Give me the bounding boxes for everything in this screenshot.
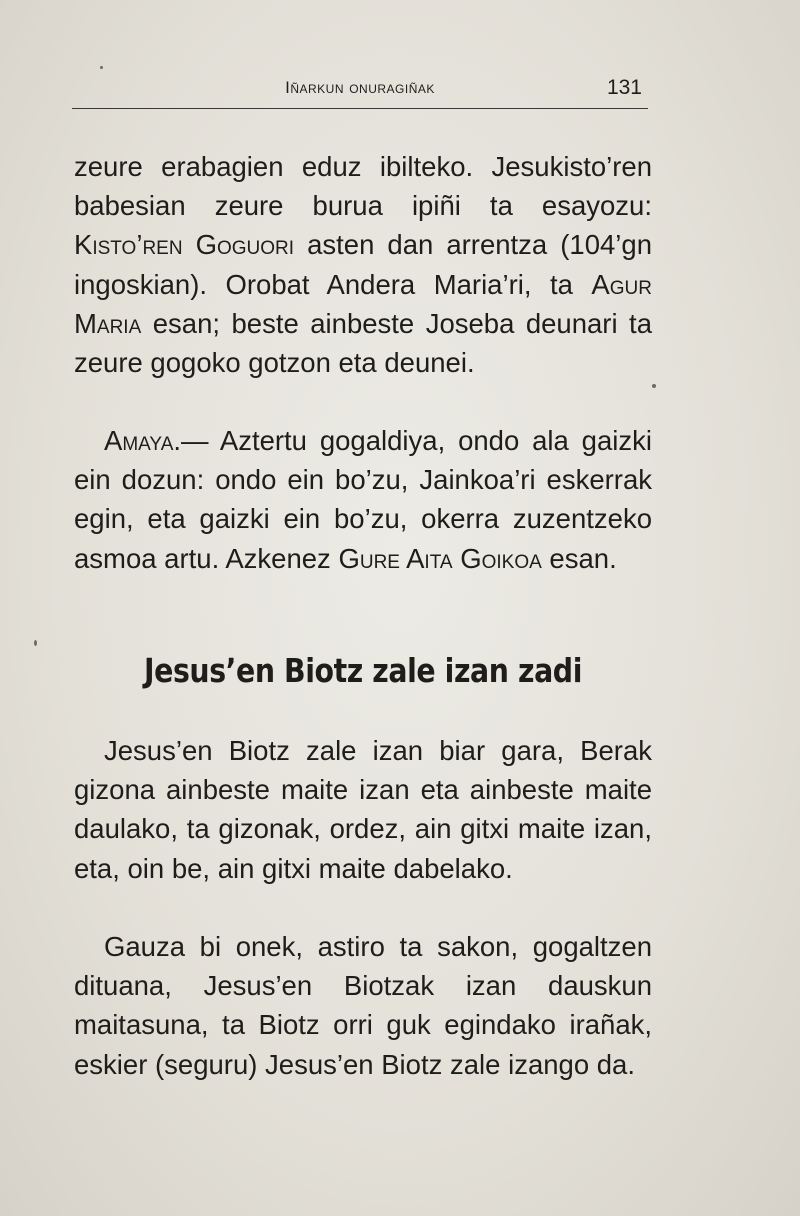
paragraph-3-text: Jesus’en Biotz zale izan biar gara, Berak gizona ainbeste maite izan eta ainbeste maite daulako, ta gizonak, ordez, ain gitxi maite izan, eta, oin be, ain gitxi maite dabelako.: [74, 735, 652, 884]
section-heading: Jesus’en Biotz zale izan zadi: [144, 651, 582, 690]
page-number: 131: [606, 76, 642, 99]
prayer-title-gure-aita-goikoa: Gure Aita Goikoa: [338, 542, 542, 574]
paragraph-4-text: Gauza bi onek, astiro ta sakon, gogaltzen dituana, Jesus’en Biotzak izan dauskun maitasuna, ta Biotz orri guk egindako irañak, eskier (seguru) Jesus’en Biotz zale izango da.: [74, 931, 652, 1080]
paper-speck: [100, 66, 103, 69]
paragraph-1: [74, 147, 652, 382]
paper-speck: [652, 384, 656, 388]
paragraph-2: [74, 421, 652, 578]
paragraph-2-text-a: — Aztertu gogaldiya, ondo ala gaizki ein dozun: ondo ein bo’zu, Jainkoa’ri eskerrak egin, eta gaizki ein bo’zu, okerra zuzentzeko asmoa artu. Azkenez: [74, 425, 652, 574]
running-title: Iñarkun onuragiñak: [285, 78, 435, 97]
paragraph-2-text-b: esan.: [541, 542, 617, 574]
paragraph-1-text-a: zeure erabagien eduz ibilteko. Jesukisto’ren babesian zeure burua ipiñi ta esayozu:: [74, 151, 652, 222]
paragraph-1-text-b: asten dan arrentza (104’gn ingoskian). Orobat Andera Maria’ri, ta: [74, 229, 653, 300]
paragraph-3: [74, 731, 652, 888]
paragraph-4: [74, 927, 652, 1084]
paragraph-1-text-c: esan; beste ainbeste Joseba deunari ta zeure gogoko gotzon eta deunei.: [74, 307, 652, 379]
paper-speck: [34, 640, 37, 646]
running-header: [72, 74, 648, 109]
prayer-title-agur-maria: Agur Maria: [74, 268, 652, 339]
amaya-label: Amaya.: [104, 425, 182, 456]
prayer-title-kisto-ren-goguori: Kisto’ren Goguori: [74, 229, 295, 261]
